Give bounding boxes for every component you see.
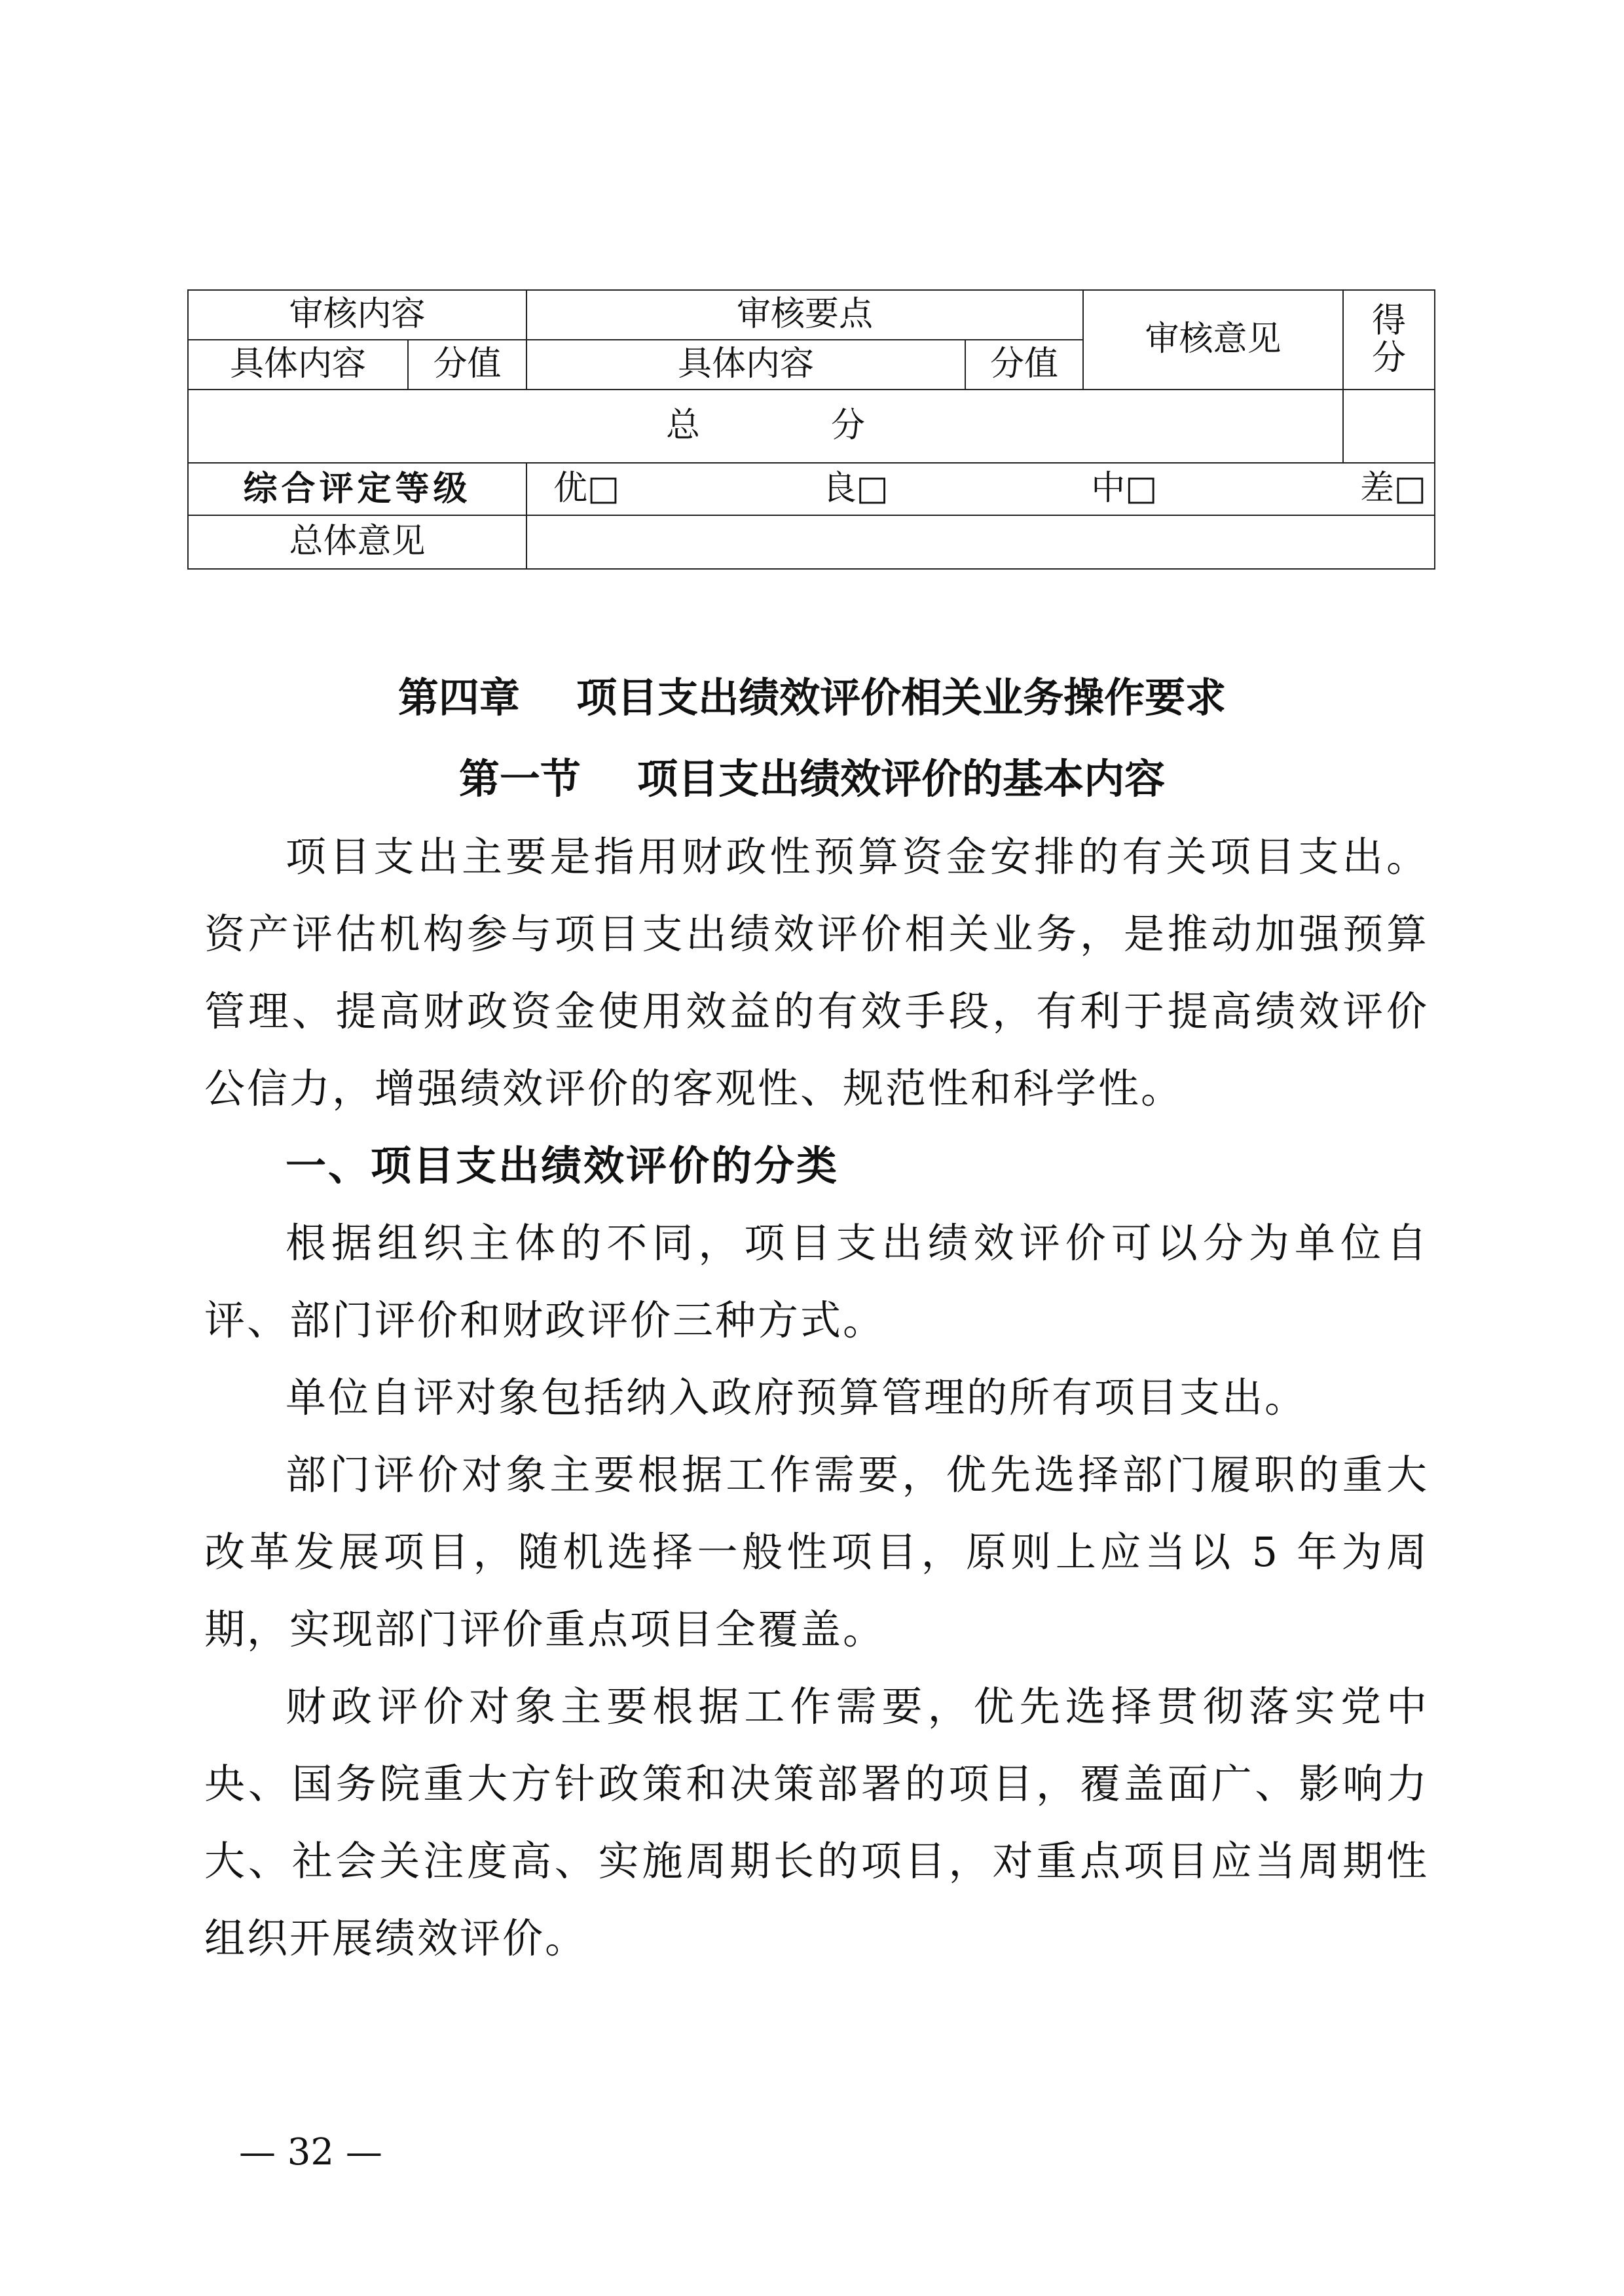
grade-options-cell xyxy=(526,463,1435,515)
paragraph: 财政评价对象主要根据工作需要，优先选择贯彻落实党中央、国务院重大方针政策和决策部署的项目，覆盖面广、影响力大、社会关注度高、实施周期长的项目，对重点项目应当周期性组织开展绩效评价。 xyxy=(204,1683,1429,1962)
paragraph: 项目支出主要是指用财政性预算资金安排的有关项目支出。资产评估机构参与项目支出绩效评价相关业务，是推动加强预算管理、提高财政资金使用效益的有效手段，有利于提高绩效评价公信力，增强绩效评价的客观性、规范性和科学性。 xyxy=(204,833,1429,1112)
total-char-2: 分 xyxy=(831,406,866,446)
sub-points-1: 分值 xyxy=(408,340,526,390)
chapter-title: 第四章 项目支出绩效评价相关业务操作要求 xyxy=(397,674,1227,721)
overall-opinion-cell xyxy=(526,515,1435,569)
sub-specific-content-1: 具体内容 xyxy=(188,340,408,390)
sub-specific-content-2: 具体内容 xyxy=(526,340,965,390)
subheading: 一、项目支出绩效评价的分类 xyxy=(286,1142,840,1190)
total-score-cell xyxy=(1343,390,1435,463)
grade-option-excellent[interactable]: 优□ xyxy=(553,469,620,509)
header-score-char-1: 得 xyxy=(1372,301,1407,340)
paragraph: 根据组织主体的不同，项目支出绩效评价可以分为单位自评、部门评价和财政评价三种方式。 xyxy=(204,1219,1429,1344)
header-opinion: 审核意见 xyxy=(1083,290,1343,390)
header-review-content: 审核内容 xyxy=(188,290,526,340)
paragraph: 部门评价对象主要根据工作需要，优先选择部门履职的重大改革发展项目，随机选择一般性项目，原则上应当以 5 年为周期，实现部门评价重点项目全覆盖。 xyxy=(204,1451,1429,1653)
page-number: — 32 — xyxy=(239,2131,382,2174)
overall-opinion-label: 总体意见 xyxy=(188,515,526,569)
total-char-1: 总 xyxy=(666,406,701,446)
grade-label: 综合评定等级 xyxy=(188,463,526,515)
paragraph: 单位自评对象包括纳入政府预算管理的所有项目支出。 xyxy=(286,1374,1308,1421)
grade-option-poor[interactable]: 差□ xyxy=(1359,469,1427,509)
grade-row xyxy=(188,463,1435,515)
total-label xyxy=(188,390,1343,463)
section-title: 第一节 项目支出绩效评价的基本内容 xyxy=(458,755,1166,803)
review-table xyxy=(187,289,1435,570)
total-row xyxy=(188,390,1435,463)
overall-opinion-row xyxy=(188,515,1435,569)
header-review-points: 审核要点 xyxy=(526,290,1083,340)
grade-option-good[interactable]: 良□ xyxy=(822,469,889,509)
sub-points-2: 分值 xyxy=(965,340,1083,390)
table-header-row xyxy=(188,290,1435,340)
body-text xyxy=(204,818,1429,1977)
grade-option-medium[interactable]: 中□ xyxy=(1091,469,1158,509)
header-score-char-2: 分 xyxy=(1372,338,1407,378)
header-score xyxy=(1343,290,1435,390)
